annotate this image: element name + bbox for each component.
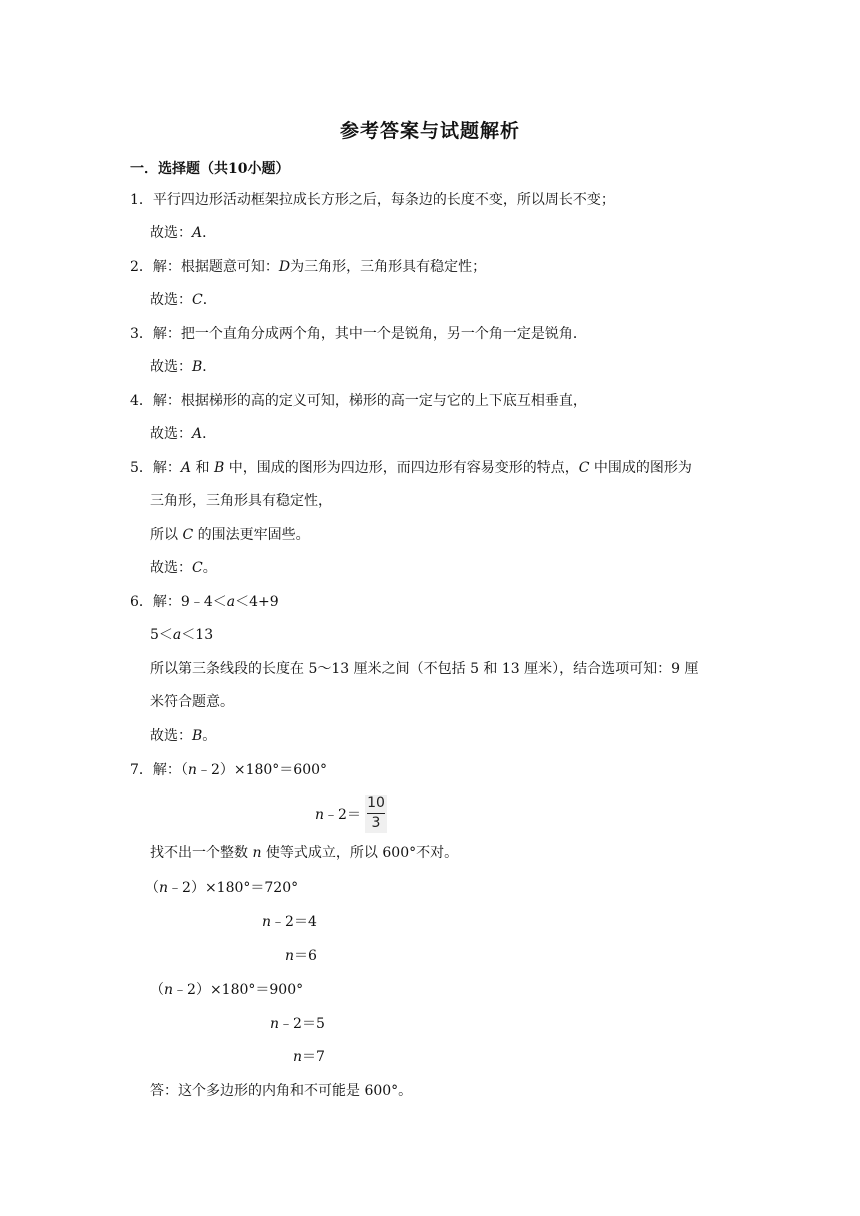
text-segment: ﹣2）×180°＝720° bbox=[168, 880, 299, 896]
q4-answer bbox=[150, 424, 216, 444]
q2-line bbox=[130, 257, 486, 277]
answer-suffix: ． bbox=[202, 292, 217, 308]
math-variable: a bbox=[226, 594, 236, 610]
math-variable: n bbox=[315, 807, 325, 823]
text-segment: ﹣2＝ bbox=[324, 807, 361, 823]
fraction-bar bbox=[367, 813, 385, 814]
q6-line-2 bbox=[150, 625, 213, 645]
text-segment: ﹣2）×180°＝900° bbox=[173, 982, 304, 998]
q5-answer bbox=[150, 558, 217, 578]
q5-line-3 bbox=[150, 525, 310, 545]
q6-answer bbox=[150, 726, 216, 746]
answer-suffix: ． bbox=[202, 426, 217, 442]
q5-line-1 bbox=[130, 458, 692, 478]
q7-line-6 bbox=[285, 946, 317, 966]
math-variable: n bbox=[293, 1049, 303, 1065]
text-segment: ﹣2）×180°＝600° bbox=[196, 762, 328, 778]
fraction-image bbox=[365, 795, 387, 833]
text-segment: ＝7 bbox=[302, 1049, 325, 1065]
section-heading: 一．选择题（共10小题） bbox=[130, 161, 290, 177]
text-segment: 5＜ bbox=[150, 627, 173, 643]
answer-suffix: ． bbox=[202, 225, 217, 241]
answer-prefix: 故选： bbox=[150, 359, 192, 375]
text-segment: ＜13 bbox=[181, 627, 214, 643]
q5-line-2: 三角形，三角形具有稳定性， bbox=[150, 493, 332, 509]
answer-prefix: 故选： bbox=[150, 560, 192, 576]
q1-line: 1．平行四边形活动框架拉成长方形之后，每条边的长度不变，所以周长不变； bbox=[130, 192, 615, 208]
math-variable: D bbox=[278, 259, 291, 275]
math-variable: n bbox=[270, 1016, 280, 1032]
text-segment: 中，围成的图形为四边形，而四边形有容易变形的特点， bbox=[224, 460, 579, 476]
text-segment: 7．解：（ bbox=[130, 762, 188, 778]
answer-letter: A bbox=[192, 225, 203, 241]
text-segment: 中围成的图形为 bbox=[589, 460, 692, 476]
text-segment: 6．解：9﹣4＜ bbox=[130, 594, 227, 610]
answer-suffix: 。 bbox=[202, 728, 217, 744]
math-variable: n bbox=[159, 880, 169, 896]
fraction-numerator: 10 bbox=[367, 795, 385, 811]
q3-line: 3．解：把一个直角分成两个角，其中一个是锐角，另一个角一定是锐角． bbox=[130, 326, 587, 342]
math-variable: n bbox=[262, 914, 272, 930]
answer-prefix: 故选： bbox=[150, 225, 192, 241]
math-variable: n bbox=[187, 762, 197, 778]
answer-letter: B bbox=[192, 359, 203, 375]
text-segment: ﹣2＝5 bbox=[279, 1016, 325, 1032]
math-variable: A bbox=[180, 460, 192, 476]
q7-line-9 bbox=[293, 1047, 325, 1067]
q7-line-5 bbox=[262, 912, 317, 932]
q6-line-3: 所以第三条线段的长度在 5～13 厘米之间（不包括 5 和 13 厘米），结合选项可知：9 厘 bbox=[150, 661, 699, 677]
q6-line-1 bbox=[130, 592, 279, 612]
q4-line: 4．解：根据梯形的高的定义可知，梯形的高一定与它的上下底互相垂直， bbox=[130, 393, 587, 409]
math-variable: a bbox=[172, 627, 182, 643]
math-variable: C bbox=[578, 460, 590, 476]
q7-line-7 bbox=[150, 980, 303, 1000]
text-segment: 找不出一个整数 bbox=[150, 845, 253, 861]
answer-suffix: ． bbox=[202, 359, 217, 375]
q7-line-10: 答：这个多边形的内角和不可能是 600°。 bbox=[150, 1083, 413, 1099]
text-segment: （ bbox=[150, 982, 164, 998]
answer-letter: A bbox=[192, 426, 203, 442]
text-segment: ＝6 bbox=[294, 948, 317, 964]
text-segment: 2．解：根据题意可知： bbox=[130, 259, 279, 275]
text-segment: 为三角形，三角形具有稳定性； bbox=[290, 259, 487, 275]
q7-line-4 bbox=[145, 878, 298, 898]
math-variable: n bbox=[285, 948, 295, 964]
text-segment: （ bbox=[145, 880, 159, 896]
answer-letter: C bbox=[192, 292, 203, 308]
q1-answer bbox=[150, 223, 216, 243]
answer-prefix: 故选： bbox=[150, 292, 192, 308]
answer-letter: B bbox=[192, 728, 203, 744]
q2-answer bbox=[150, 290, 217, 310]
text-segment: 的围法更牢固些。 bbox=[193, 527, 310, 543]
q7-line-3 bbox=[150, 843, 458, 863]
math-variable: C bbox=[182, 527, 194, 543]
q7-line-2 bbox=[315, 805, 361, 825]
text-segment: ﹣2＝4 bbox=[271, 914, 317, 930]
answer-suffix: 。 bbox=[202, 560, 217, 576]
fraction-denominator: 3 bbox=[371, 815, 381, 831]
q6-line-4: 米符合题意。 bbox=[150, 694, 234, 710]
q7-line-1 bbox=[130, 760, 327, 780]
text-segment: ＜4+9 bbox=[235, 594, 279, 610]
page-title: 参考答案与试题解析 bbox=[339, 120, 520, 142]
text-segment: 和 bbox=[191, 460, 214, 476]
text-segment: 5．解： bbox=[130, 460, 181, 476]
text-segment: 使等式成立，所以 600°不对。 bbox=[261, 845, 459, 861]
answer-prefix: 故选： bbox=[150, 426, 192, 442]
q3-answer bbox=[150, 357, 216, 377]
math-variable: n bbox=[252, 845, 262, 861]
q7-line-8 bbox=[270, 1014, 325, 1034]
answer-letter: C bbox=[192, 560, 203, 576]
math-variable: B bbox=[213, 460, 225, 476]
answer-prefix: 故选： bbox=[150, 728, 192, 744]
text-segment: 所以 bbox=[150, 527, 183, 543]
math-variable: n bbox=[164, 982, 174, 998]
